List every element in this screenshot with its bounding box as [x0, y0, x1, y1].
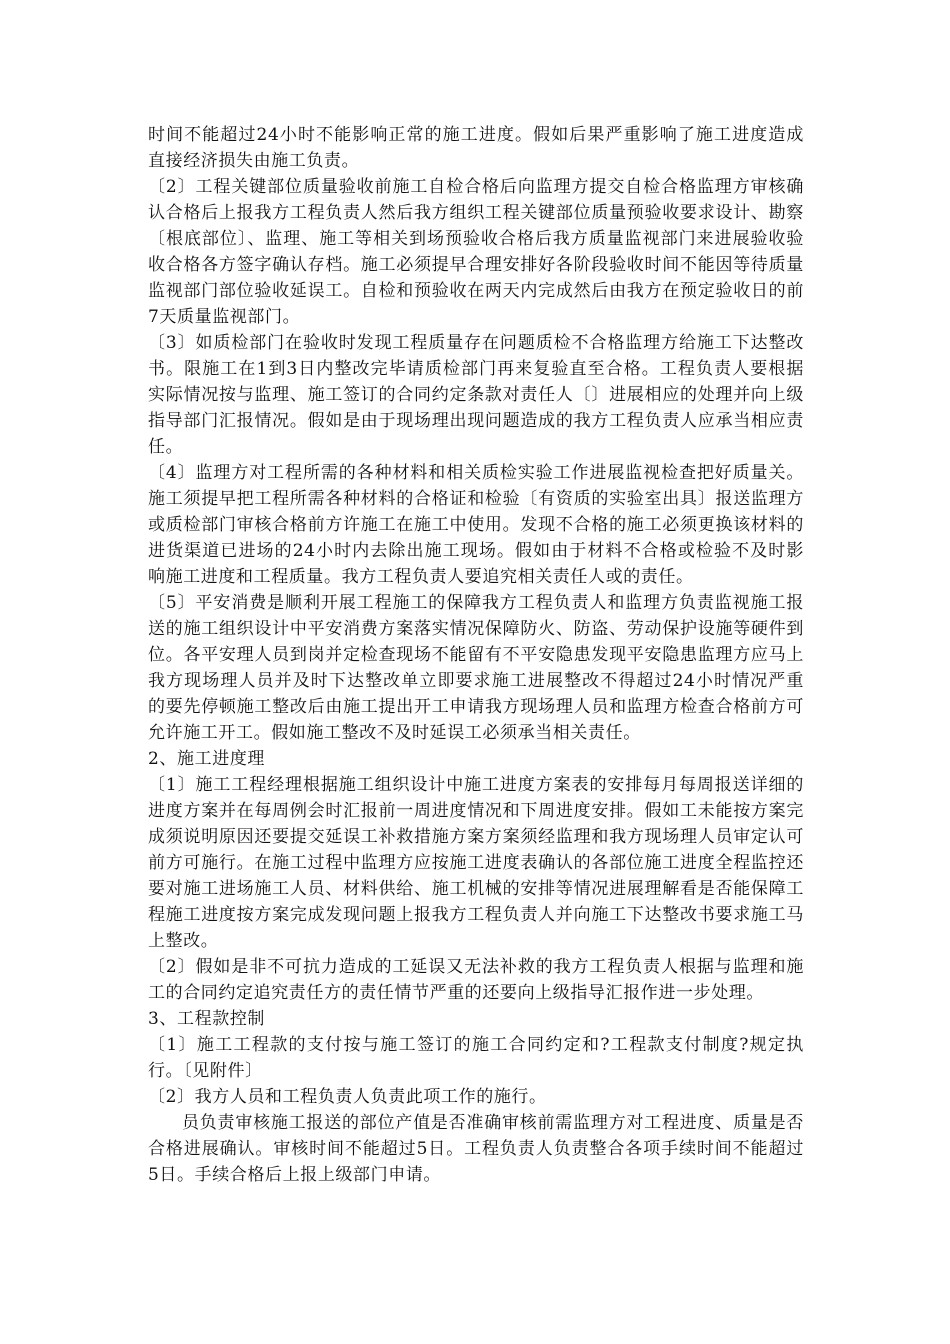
paragraph-8: 〔2〕假如是非不可抗力造成的工延误又无法补救的我方工程负责人根据与监理和施工的合同约定追究责任方的责任情节严重的还要向上级指导汇报作进一步处理。 [148, 957, 804, 1003]
section-heading-schedule: 2、施工进度理 [148, 749, 266, 769]
paragraph-10: 〔1〕施工工程款的支付按与施工签订的施工合同约定和?工程款支付制度?规定执行。〔见附件〕 [148, 1035, 804, 1081]
paragraph-3: 〔3〕如质检部门在验收时发现工程质量存在问题质检不合格监理方给施工下达整改书。限施工在1到3日内整改完毕请质检部门再来复验直至合格。工程负责人要根据实际情况按与监理、施工签订的合同约定条款对责任人〔〕进展相应的处理并向上级指导部门汇报情况。假如是由于现场理出现问题造成的我方工程负责人应承当相应责任。 [148, 333, 804, 457]
paragraph-7: 〔1〕施工工程经理根据施工组织设计中施工进度方案表的安排每月每周报送详细的进度方案并在每周例会时汇报前一周进度情况和下周进度安排。假如工未能按方案完成须说明原因还要提交延误工补救措施方案方案须经监理和我方现场理人员审定认可前方可施行。在施工过程中监理方应按施工进度表确认的各部位施工进度全程监控还要对施工进场施工人员、材料供给、施工机械的安排等情况进展理解看是否能保障工程施工进度按方案完成发现问题上报我方工程负责人并向施工下达整改书要求施工马上整改。 [148, 775, 804, 951]
paragraph-1: 时间不能超过24小时不能影响正常的施工进度。假如后果严重影响了施工进度造成直接经济损失由施工负责。 [148, 125, 804, 171]
paragraph-5: 〔5〕平安消费是顺利开展工程施工的保障我方工程负责人和监理方负责监视施工报送的施工组织设计中平安消费方案落实情况保障防火、防盗、劳动保护设施等硬件到位。各平安理人员到岗并定检查现场不能留有不平安隐患发现平安隐患监理方应马上我方现场理人员并及时下达整改单立即要求施工进展整改不得超过24小时情况严重的要先停顿施工整改后由施工提出开工申请我方现场理人员和监理方检查合格前方可允许施工开工。假如施工整改不及时延误工必须承当相关责任。 [148, 593, 804, 743]
paragraph-11: 〔2〕我方人员和工程负责人负责此项工作的施行。 [148, 1087, 547, 1107]
paragraph-4: 〔4〕监理方对工程所需的各种材料和相关质检实验工作进展监视检查把好质量关。施工须提早把工程所需各种材料的合格证和检验〔有资质的实验室出具〕报送监理方或质检部门审核合格前方许施工在施工中使用。发现不合格的施工必须更换该材料的进货渠道已进场的24小时内去除出施工现场。假如由于材料不合格或检验不及时影响施工进度和工程质量。我方工程负责人要追究相关责任人或的责任。 [148, 463, 804, 587]
document-page [148, 122, 804, 1188]
section-heading-payment: 3、工程款控制 [148, 1009, 266, 1029]
paragraph-12: 员负责审核施工报送的部位产值是否准确审核前需监理方对工程进度、质量是否合格进展确认。审核时间不能超过5日。工程负责人负责整合各项手续时间不能超过5日。手续合格后上报上级部门申请。 [148, 1113, 804, 1185]
paragraph-2: 〔2〕工程关键部位质量验收前施工自检合格后向监理方提交自检合格监理方审核确认合格后上报我方工程负责人然后我方组织工程关键部位质量预验收要求设计、勘察〔根底部位〕、监理、施工等相关到场预验收合格后我方质量监视部门来进展验收验收合格各方签字确认存档。施工必须提早合理安排好各阶段验收时间不能因等待质量监视部门部位验收延误工。自检和预验收在两天内完成然后由我方在预定验收日的前7天质量监视部门。 [148, 177, 804, 327]
